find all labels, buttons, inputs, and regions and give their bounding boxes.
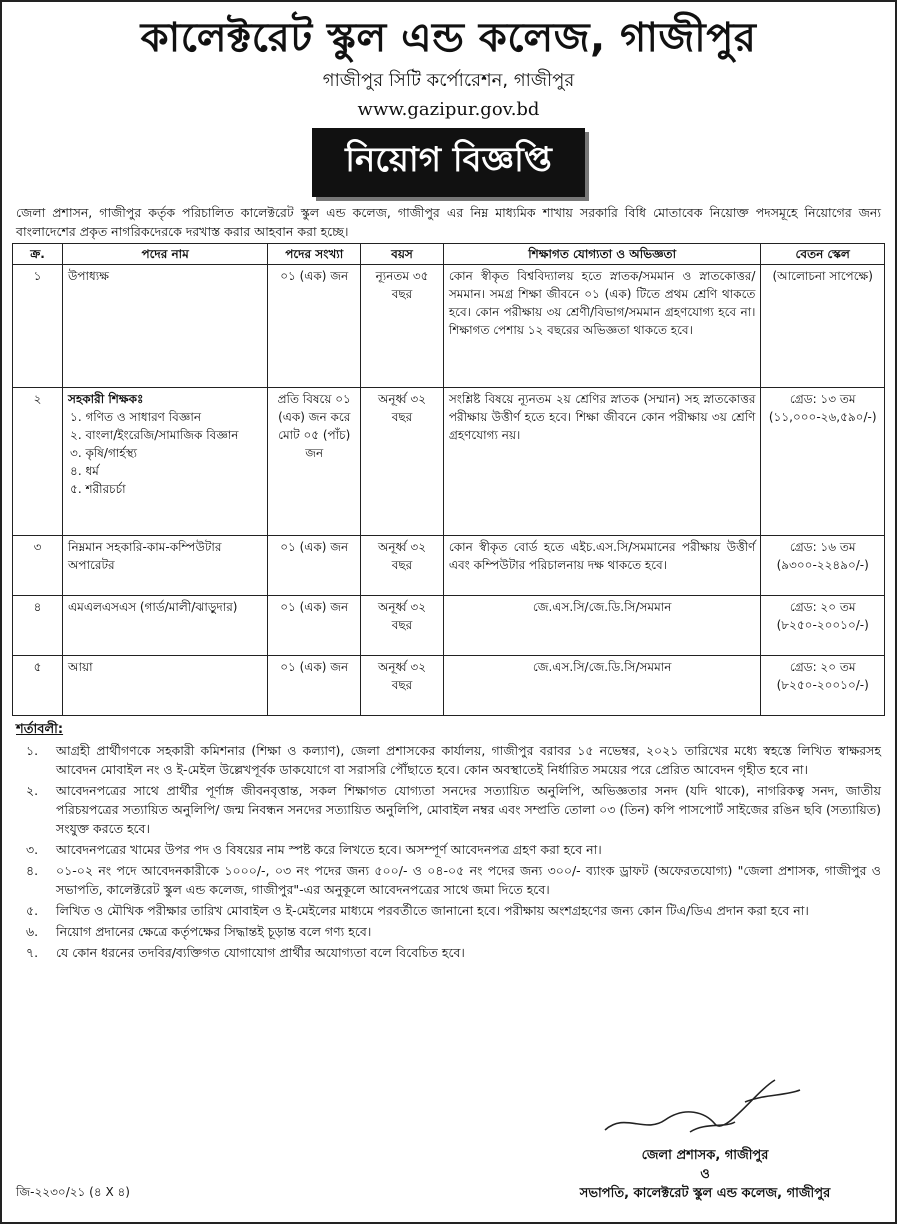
- row-post-name: আয়া: [63, 656, 268, 716]
- term-number: ৬.: [26, 924, 39, 939]
- institution-title: কালেক্টরেট স্কুল এন্ড কলেজ, গাজীপুর: [140, 15, 757, 61]
- term-number: ২.: [26, 783, 39, 798]
- list-item: ২. বাংলা/ইংরেজি/সামাজিক বিজ্ঞান: [70, 428, 239, 442]
- reference-number: জি-২২৩০/২১ (৪ X ৪): [16, 1185, 130, 1199]
- row-qualification: জে.এস.সি/জে.ডি.সি/সমমান: [443, 596, 761, 656]
- signatory-conjunction: ও: [700, 1167, 710, 1182]
- list-item: [16, 943, 881, 962]
- notice-title: নিয়োগ বিজ্ঞপ্তি: [312, 128, 585, 197]
- list-item: [16, 741, 881, 779]
- term-text: লিখিত ও মৌখিক পরীক্ষার তারিখ মোবাইল ও ই-মেইলের মাধ্যমে পরবর্তীতে জানানো হবে। পরীক্ষায় অংশগ্রহণের জন্য কোন টিএ/ডিএ প্রদান করা হবে না।: [56, 903, 809, 918]
- notice-banner-wrap: [12, 128, 885, 197]
- row-qualification: জে.এস.সি/জে.ডি.সি/সমমান: [443, 656, 761, 716]
- terms-list: [12, 741, 885, 962]
- subject-list: [68, 408, 262, 498]
- row-post-count: প্রতি বিষয়ে ০১ (এক) জন করে মোট ০৫ (পাঁচ) জন: [268, 388, 361, 536]
- term-text: আবেদনপত্রের খামের উপর পদ ও বিষয়ের নাম স্পষ্ট করে লিখতে হবে। অসম্পূর্ণ আবেদনপত্র গ্রহণ করা হবে না।: [56, 842, 602, 857]
- header-qualification: শিক্ষাগত যোগ্যতা ও অভিজ্ঞতা: [443, 244, 761, 265]
- signature-block: [555, 1072, 855, 1203]
- table-row: [13, 536, 885, 596]
- list-item: [16, 840, 881, 859]
- row-pay-scale: গ্রেড: ১৩ তম (১১,০০০-২৬,৫৯০/-): [761, 388, 885, 536]
- row-age: অনূর্ধ্ব ৩২ বছর: [361, 596, 444, 656]
- term-text: ০১-০২ নং পদে আবেদনকারীকে ১০০০/-, ০৩ নং পদের জন্য ৫০০/- ও ০৪-০৫ নং পদের জন্য ৩০০/- ব্যাংক ড্রাফট (অফেরতযোগ্য) "জেলা প্রশাসক, গাজীপুর ও সভাপতি, কালেক্টরেট স্কুল এন্ড কলেজ, গাজীপুর"-এর অনুকূলে আবেদনপত্রের সাথে জমা দিতে হবে।: [56, 863, 881, 897]
- term-number: ৫.: [26, 903, 39, 918]
- term-text: আবেদনপত্রের সাথে প্রার্থীর পূর্ণাঙ্গ জীবনবৃত্তান্ত, সকল শিক্ষাগত যোগ্যতা সনদের সত্যায়িত অনুলিপি, অভিজ্ঞতার সনদ (যদি থাকে), নাগরিকত্ব সনদ, জাতীয় পরিচয়পত্রের সত্যায়িত অনুলিপি/ জন্ম নিবন্ধন সনদের সত্যায়িত অনুলিপি, মোবাইল নম্বর এবং সম্প্রতি তোলা ০৩ (তিন) কপি পাসপোর্ট সাইজের রঙিন ছবি (সত্যায়িত) সংযুক্ত করতে হবে।: [56, 783, 881, 836]
- term-number: ৭.: [26, 945, 39, 960]
- term-number: ৩.: [26, 842, 39, 857]
- row-post-name: উপাধ্যক্ষ: [63, 265, 268, 388]
- row-post-count: ০১ (এক) জন: [268, 596, 361, 656]
- terms-title: শর্তাবলী:: [16, 722, 64, 737]
- term-text: যে কোন ধরনের তদবির/ব্যক্তিগত যোগাযোগ প্রার্থীর অযোগ্যতা বলে বিবেচিত হবে।: [56, 945, 465, 960]
- term-text: আগ্রহী প্রার্থীগণকে সহকারী কমিশনার (শিক্ষা ও কল্যাণ), জেলা প্রশাসকের কার্যালয়, গাজীপুর বরাবর ১৫ নভেম্বর, ২০২১ তারিখের মধ্যে স্বহস্তে লিখিত স্বাক্ষরসহ আবেদন মোবাইল নং ও ই-মেইল উল্লেখপূর্বক ডাকযোগে বা সরাসরি পৌঁছাতে হবে। কোন অবস্থাতেই নির্ধারিত সময়ের পরে প্রেরিত আবেদন গৃহীত হবে না।: [56, 743, 881, 777]
- term-text: নিয়োগ প্রদানের ক্ষেত্রে কর্তৃপক্ষের সিদ্ধান্তই চূড়ান্ত বলে গণ্য হবে।: [56, 924, 372, 939]
- row-post-count: ০১ (এক) জন: [268, 265, 361, 388]
- row-qualification: কোন স্বীকৃত বিশ্ববিদ্যালয় হতে স্নাতক/সমমান ও স্নাতকোত্তর/সমমান। সমগ্র শিক্ষা জীবনে ০১ (এক) টিতে প্রথম শ্রেণি থাকতে হবে। কোন পরীক্ষায় ৩য় শ্রেণী/বিভাগ/সমমান গ্রহণযোগ্য হবে না। শিক্ষাগত পেশায় ১২ বছরের অভিজ্ঞতা থাকতে হবে।: [443, 265, 761, 388]
- row-sl: ৫: [13, 656, 63, 716]
- header-sl: ক্র.: [13, 244, 63, 265]
- list-item: [16, 781, 881, 838]
- table-row: [13, 596, 885, 656]
- handwritten-signature: [595, 1072, 815, 1142]
- table-row: [13, 265, 885, 388]
- row-sl: ৪: [13, 596, 63, 656]
- header-post-name: পদের নাম: [63, 244, 268, 265]
- term-number: ১.: [26, 743, 39, 758]
- row-age: অনূর্ধ্ব ৩২ বছর: [361, 536, 444, 596]
- list-item: ৩. কৃষি/গার্হস্থ্য: [70, 446, 138, 460]
- row-qualification: কোন স্বীকৃত বোর্ড হতে এইচ.এস.সি/সমমানের পরীক্ষায় উত্তীর্ণ এবং কম্পিউটার পরিচালনায় দক্ষ থাকতে হবে।: [443, 536, 761, 596]
- row-sl: ২: [13, 388, 63, 536]
- table-header-row: [13, 244, 885, 265]
- list-item: [16, 901, 881, 920]
- table-row: [13, 388, 885, 536]
- row-pay-scale: গ্রেড: ১৬ তম (৯৩০০-২২৪৯০/-): [761, 536, 885, 596]
- institution-subtitle: গাজীপুর সিটি কর্পোরেশন, গাজীপুর: [322, 70, 575, 91]
- row-post-name: [63, 388, 268, 536]
- row-post-name: নিম্নমান সহকারি-কাম-কম্পিউটার অপারেটর: [63, 536, 268, 596]
- signatory-title-2: সভাপতি, কালেক্টরেট স্কুল এন্ড কলেজ, গাজীপুর: [579, 1186, 831, 1201]
- row-age: অনূর্ধ্ব ৩২ বছর: [361, 388, 444, 536]
- header-pay-scale: বেতন স্কেল: [761, 244, 885, 265]
- row-age: অনূর্ধ্ব ৩২ বছর: [361, 656, 444, 716]
- institution-website[interactable]: www.gazipur.gov.bd: [357, 99, 540, 120]
- list-item: ৪. ধর্ম: [70, 464, 99, 478]
- assistant-teacher-heading: সহকারী শিক্ষকঃ: [68, 392, 144, 406]
- row-pay-scale: গ্রেড: ২০ তম (৮২৫০-২০০১০/-): [761, 656, 885, 716]
- row-post-count: ০১ (এক) জন: [268, 536, 361, 596]
- list-item: [16, 861, 881, 899]
- row-pay-scale: গ্রেড: ২০ তম (৮২৫০-২০০১০/-): [761, 596, 885, 656]
- intro-paragraph: জেলা প্রশাসন, গাজীপুর কর্তৃক পরিচালিত কালেক্টরেট স্কুল এন্ড কলেজ, গাজীপুর এর নিম্ন মাধ্যমিক শাখায় সরকারি বিধি মোতাবেক নিয়োক্ত পদসমূহে নিয়োগের জন্য বাংলাদেশের প্রকৃত নাগরিকদেরকে দরখাস্ত করার আহবান করা হচ্ছে।: [16, 205, 881, 239]
- row-sl: ১: [13, 265, 63, 388]
- row-pay-scale: (আলোচনা সাপেক্ষে): [761, 265, 885, 388]
- header-post-count: পদের সংখ্যা: [268, 244, 361, 265]
- list-item: [16, 922, 881, 941]
- row-sl: ৩: [13, 536, 63, 596]
- row-age: ন্যূনতম ৩৫ বছর: [361, 265, 444, 388]
- row-qualification: সংশ্লিষ্ট বিষয়ে ন্যূনতম ২য় শ্রেণির স্নাতক (সম্মান) সহ স্নাতকোত্তর পরীক্ষায় উত্তীর্ণ হতে হবে। শিক্ষা জীবনে কোন পরীক্ষায় ৩য় শ্রেণি গ্রহণযোগ্য নয়।: [443, 388, 761, 536]
- row-post-count: ০১ (এক) জন: [268, 656, 361, 716]
- posts-table: [12, 243, 885, 716]
- header-age: বয়স: [361, 244, 444, 265]
- signatory-title-1: জেলা প্রশাসক, গাজীপুর: [641, 1148, 769, 1163]
- table-row: [13, 656, 885, 716]
- list-item: ৫. শরীরচর্চা: [70, 482, 126, 496]
- list-item: ১. গণিত ও সাধারণ বিজ্ঞান: [70, 410, 201, 424]
- term-number: ৪.: [26, 863, 39, 878]
- row-post-name: এমএলএসএস (গার্ড/মালী/ঝাড়ুদার): [63, 596, 268, 656]
